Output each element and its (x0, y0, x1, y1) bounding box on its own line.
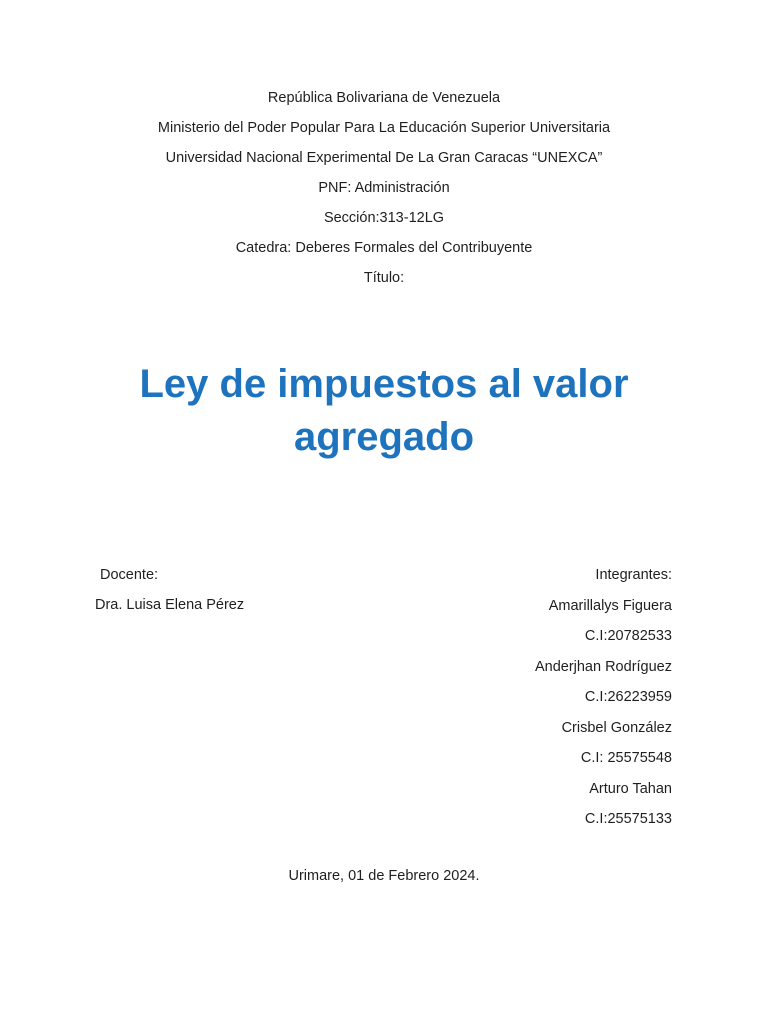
header-country: República Bolivariana de Venezuela (267, 90, 501, 106)
member-name: Anderjhan Rodríguez (534, 658, 672, 675)
member-name: Amarillalys Figuera (548, 597, 672, 614)
teacher-label: Docente: (100, 567, 159, 583)
institution-header (0, 83, 768, 293)
header-title-label: Título: (363, 270, 405, 286)
members-label: Integrantes: (595, 567, 672, 583)
teacher-name: Dra. Luisa Elena Pérez (95, 597, 245, 613)
members-section (352, 560, 672, 835)
member-name: Crisbel González (561, 719, 672, 736)
header-university: Universidad Nacional Experimental De La Gran Caracas “UNEXCA” (165, 150, 603, 166)
document-title-line-2: agregado (293, 415, 475, 459)
header-course: Catedra: Deberes Formales del Contribuyente (235, 240, 533, 256)
member-id: C.I:20782533 (584, 628, 672, 644)
member-id: C.I: 25575548 (580, 750, 672, 766)
member-name: Arturo Tahan (589, 780, 672, 797)
header-ministry: Ministerio del Poder Popular Para La Educación Superior Universitaria (157, 120, 611, 136)
teacher-section (95, 560, 395, 620)
document-title (40, 358, 728, 464)
header-program: PNF: Administración (318, 180, 450, 196)
document-title-line-1: Ley de impuestos al valor (139, 362, 629, 406)
header-section: Sección:313-12LG (323, 210, 445, 226)
member-id: C.I:26223959 (584, 689, 672, 705)
member-id: C.I:25575133 (584, 811, 672, 827)
place-and-date: Urimare, 01 de Febrero 2024. (288, 868, 480, 884)
